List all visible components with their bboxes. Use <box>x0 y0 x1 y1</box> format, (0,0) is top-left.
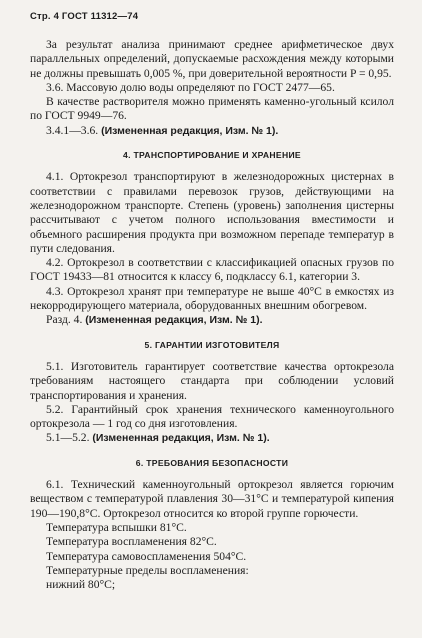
page-header: Стр. 4 ГОСТ 11312—74 <box>30 11 139 22</box>
amendment-text: (Измененная редакция, Изм. № 1). <box>85 314 263 327</box>
fire-properties-list <box>30 521 394 592</box>
list-item: Температурные пределы воспламенения: <box>46 563 249 577</box>
amendment-note-5 <box>30 431 394 445</box>
section-5-title: 5. ГАРАНТИИ ИЗГОТОВИТЕЛЯ <box>144 339 280 350</box>
list-item: Температура воспламенения 82°С. <box>46 535 217 549</box>
paragraph-5-2: 5.2. Гарантийный срок хранения технического каменноугольного ортокрезола — 1 год со дня изготовления. <box>30 402 394 431</box>
section-6-title: 6. ТРЕБОВАНИЯ БЕЗОПАСНОСТИ <box>135 457 289 468</box>
paragraph-5-1: 5.1. Изготовитель гарантирует соответствие качества ортокрезола требованиям настоящего стандарта при соблюдении условий транспортирования и хранения. <box>30 359 394 402</box>
page-content <box>30 38 394 592</box>
paragraph-analysis-result: За результат анализа принимают среднее арифметическое двух параллельных определений, допускаемые расхождения между которыми не должны превышать 0,005 %, при доверительной вероятности P = 0,95. <box>30 38 394 80</box>
amendment-clause-ref: Разд. 4. <box>46 313 83 327</box>
paragraph-6-1: 6.1. Технический каменноугольный ортокрезол является горючим веществом с температурой плавления 30—31°С и температурой кипения 190—190,8°С. Ортокрезол относится ко второй группе горючести. <box>30 478 394 520</box>
amendment-clause-ref: 3.4.1—3.6. <box>46 123 99 137</box>
list-item: Температура вспышки 81°С. <box>46 520 187 534</box>
paragraph-4-1: 4.1. Ортокрезол транспортируют в железнодорожных цистернах в соответствии с правилами перевозок грузов, действующими на железнодорожном транспорте. Степень (уровень) заполнения цистерны рассчитывают с учетом полного использования вместимости и объемного расширения продукта при возможном перепаде температур в пути следования. <box>30 170 394 255</box>
paragraph-3-6: 3.6. Массовую долю воды определяют по ГОСТ 2477—65. <box>46 80 335 94</box>
amendment-clause-ref: 5.1—5.2. <box>46 431 90 445</box>
amendment-note-4 <box>30 313 394 327</box>
paragraph-4-2: 4.2. Ортокрезол в соответствии с классификацией опасных грузов по ГОСТ 19433—81 относится к классу 6, подклассу 6.1, категории 3. <box>30 256 394 284</box>
list-item: нижний 80°С; <box>46 578 116 592</box>
list-item: Температура самовоспламенения 504°С. <box>46 549 247 563</box>
paragraph-solvent: В качестве растворителя можно применять каменно-угольный ксилол по ГОСТ 9949—76. <box>30 95 394 123</box>
paragraph-4-3: 4.3. Ортокрезол хранят при температуре не выше 40°С в емкостях из некорродирующего материала, оборудованных внешним обогревом. <box>30 284 394 313</box>
amendment-note-3 <box>30 124 394 138</box>
amendment-text: (Измененная редакция, Изм. № 1). <box>101 124 279 137</box>
amendment-text: (Измененная редакция, Изм. № 1). <box>92 432 270 445</box>
section-4-title: 4. ТРАНСПОРТИРОВАНИЕ И ХРАНЕНИЕ <box>123 150 301 161</box>
